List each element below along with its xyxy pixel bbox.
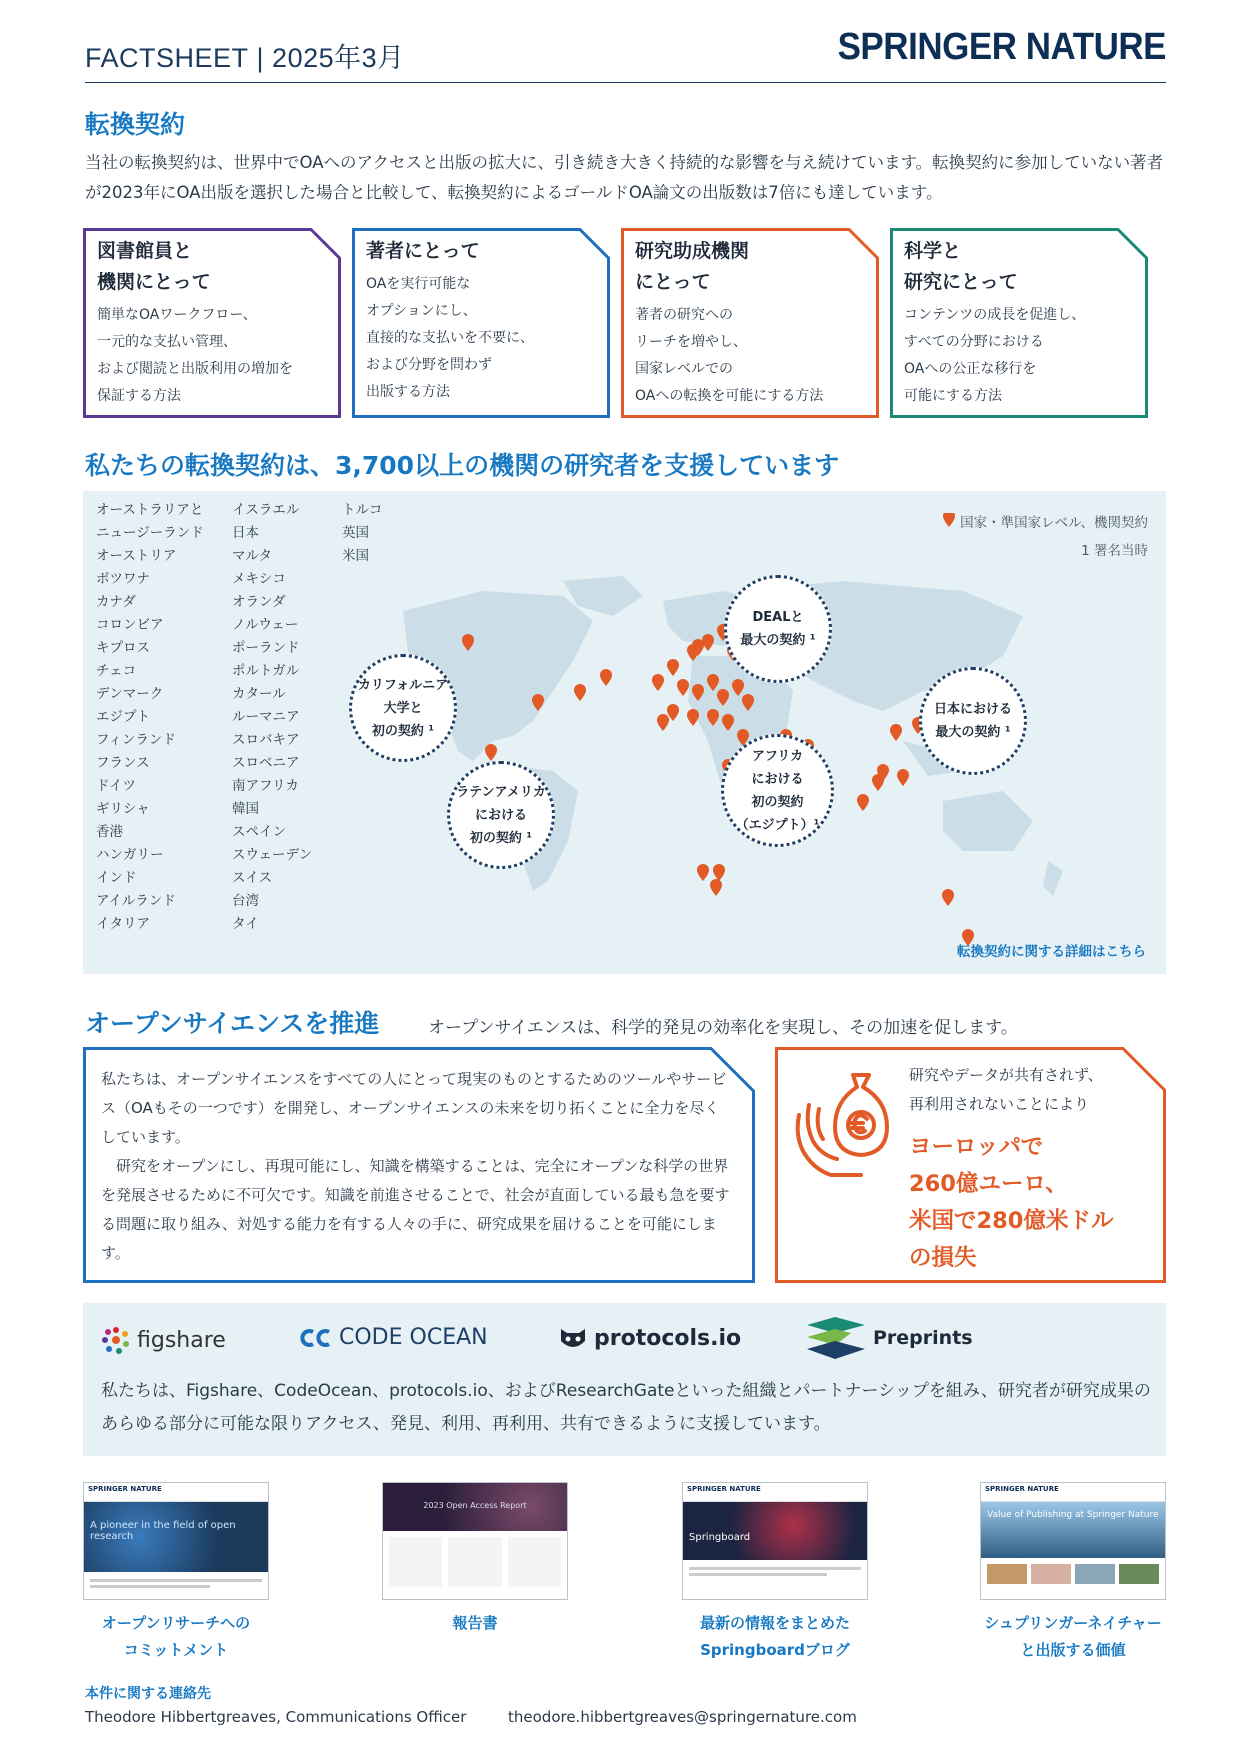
os-paragraph-2: 研究をオープンにし、再現可能にし、知識を構築することは、完全にオープンな科学の世界を発展させるために不可欠です。知識を前進させることで、社会が直面している最も急を要する問題に取り組み、対処する能力を有する人々の手に、研究成果を届けることを可能にします。: [101, 1157, 730, 1262]
country-item: 台湾: [232, 893, 259, 909]
code-ocean-logo: CODE OCEAN: [299, 1325, 488, 1350]
open-science-heading: オープンサイエンスを推進: [85, 1009, 380, 1038]
bubble-deal: DEALと 最大の契約 ¹: [724, 575, 832, 683]
thumb-hero: 2023 Open Access Report: [383, 1483, 567, 1531]
country-item: デンマーク: [96, 686, 164, 702]
bubble-california: カリフォルニア 大学と 初の契約 ¹: [349, 654, 457, 762]
country-item: アイルランド: [96, 893, 176, 909]
map-heading: 私たちの転換契約は、3,700以上の機関の研究者を支援しています: [85, 451, 840, 480]
os-paragraph-1: 私たちは、オープンサイエンスをすべての人にとって現実のものとするためのツールやサービス（OAもその一つです）を開発し、オープンサイエンスの未来を切り拓くことに全力を尽くしています。: [101, 1070, 727, 1146]
country-item: フィンランド: [96, 732, 176, 748]
springer-nature-logo: SPRINGER NATURE: [837, 26, 1166, 68]
card-science: [890, 228, 1148, 418]
country-item: 日本: [232, 525, 259, 541]
country-item: コロンビア: [96, 617, 164, 633]
card-title: 研究助成機関 にとって: [635, 240, 750, 293]
bubble-japan: 日本における 最大の契約 ¹: [919, 667, 1027, 775]
contact-name: Theodore Hibbertgreaves, Communications Officer: [85, 1708, 467, 1726]
country-item: ドイツ: [96, 778, 136, 794]
country-item: チェコ: [96, 663, 137, 679]
partners-panel: [83, 1303, 1166, 1456]
country-item: 香港: [96, 824, 123, 840]
figshare-logo: figshare: [101, 1325, 226, 1355]
header-separator: |: [256, 43, 265, 73]
country-item: オランダ: [232, 594, 286, 610]
country-item: オーストリア: [96, 548, 177, 564]
country-item: タイ: [232, 916, 259, 932]
caption-report[interactable]: 報告書: [452, 1614, 498, 1632]
preprints-icon: [805, 1315, 867, 1361]
caption-springboard[interactable]: 最新の情報をまとめた Springboardブログ: [699, 1614, 850, 1659]
card-text: OAを実行可能な オプションにし、 直接的な支払いを不要に、 および分野を問わず 出版する方法: [366, 276, 534, 400]
country-item: キプロス: [96, 640, 150, 656]
bubble-africa: アフリカ における 初の契約 （エジプト）¹: [721, 734, 834, 847]
partners-text: 私たちは、Figshare、CodeOcean、protocols.io、およびResearchGateといった組織とパートナーシップを組み、研究者が研究成果のあらゆる部分に可能な限りアクセス、発見、利用、再利用、共有できるように支援しています。: [101, 1381, 1151, 1434]
map-legend: [942, 509, 1148, 565]
country-item: 英国: [342, 525, 369, 541]
card-text: コンテンツの成長を促進し、 すべての分野における OAへの公正な移行を 可能にする方法: [904, 307, 1086, 404]
legend-label: 国家・準国家レベル、機関契約: [960, 515, 1148, 531]
header-divider: [85, 82, 1166, 83]
contact-email[interactable]: theodore.hibbertgreaves@springernature.com: [508, 1708, 857, 1726]
thumb-open-research[interactable]: [83, 1482, 269, 1600]
ta-heading: 転換契約: [85, 110, 186, 139]
country-item: ハンガリー: [96, 847, 164, 863]
card-funders: [621, 228, 879, 418]
country-item: 南アフリカ: [232, 778, 299, 794]
country-item: メキシコ: [232, 571, 286, 587]
card-text: 簡単なOAワークフロー、 一元的な支払い管理、 および閲読と出版利用の増加を 保証する方法: [97, 307, 293, 404]
legend-note: 1 署名当時: [1081, 543, 1148, 559]
card-title: 図書館員と 機関にとって: [97, 240, 211, 293]
card-title: 科学と 研究にとって: [904, 240, 1018, 293]
country-item: スロベニア: [232, 755, 300, 771]
thumb-value-publishing[interactable]: [980, 1482, 1166, 1600]
country-item: ノルウェー: [232, 617, 299, 633]
country-item: エジプト: [96, 709, 150, 725]
country-item: スロバキア: [232, 732, 300, 748]
doc-type: FACTSHEET: [85, 43, 249, 73]
money-bag-hand-icon: [791, 1065, 901, 1185]
country-item: スイス: [232, 870, 273, 886]
card-authors: [352, 228, 610, 418]
card-librarians: [83, 228, 341, 418]
thumb-hero: Springboard: [683, 1502, 867, 1560]
country-item: ボツワナ: [96, 571, 150, 587]
country-item: スペイン: [232, 824, 286, 840]
doc-date: 2025年3月: [272, 43, 405, 73]
loss-figures: ヨーロッパで 260億ユーロ、 米国で280億米ドル の損失: [909, 1134, 1114, 1271]
country-item: 米国: [342, 548, 369, 564]
country-item: オーストラリアと: [96, 502, 204, 518]
country-item: カナダ: [96, 594, 136, 610]
country-item: スウェーデン: [232, 847, 313, 863]
country-item: カタール: [232, 686, 286, 702]
protocols-io-logo: protocols.io: [558, 1325, 741, 1351]
map-pin-icon: [942, 513, 956, 529]
thumb-brand: SPRINGER NATURE: [981, 1483, 1165, 1502]
country-item: 韓国: [232, 801, 259, 817]
card-title: 著者にとって: [366, 240, 480, 262]
figshare-icon: [101, 1325, 131, 1355]
country-item: イスラエル: [232, 502, 300, 518]
contact-heading: 本件に関する連絡先: [85, 1686, 211, 1702]
thumb-brand: SPRINGER NATURE: [683, 1483, 867, 1502]
thumb-brand: SPRINGER NATURE: [84, 1483, 268, 1502]
ta-details-link[interactable]: 転換契約に関する詳細はこちら: [957, 944, 1146, 960]
caption-open-research[interactable]: オープンリサーチへの コミットメント: [101, 1614, 251, 1659]
country-item: ポーランド: [232, 640, 300, 656]
open-science-body: [101, 1065, 731, 1268]
code-ocean-icon: [299, 1328, 333, 1348]
country-item: ポルトガル: [232, 663, 300, 679]
thumb-report[interactable]: [382, 1482, 568, 1600]
world-map-panel: [83, 491, 1166, 974]
raccoon-icon: [558, 1325, 588, 1351]
ta-intro: 当社の転換契約は、世界中でOAへのアクセスと出版の拡大に、引き続き大きく持続的な影響を与え続けています。転換契約に参加していない著者が2023年にOA出版を選択した場合と比較して、転換契約によるゴールドOA論文の出版数は7倍にも達しています。: [85, 153, 1164, 202]
country-item: ニュージーランド: [96, 525, 204, 541]
thumb-springboard[interactable]: [682, 1482, 868, 1600]
open-science-box: [83, 1047, 755, 1283]
thumb-hero: A pioneer in the field of open research: [84, 1502, 268, 1572]
bubble-latin-america: ラテンアメリカ における 初の契約 ¹: [447, 761, 555, 869]
country-item: トルコ: [342, 502, 383, 518]
country-item: インド: [96, 870, 137, 886]
factsheet-header: [85, 36, 405, 75]
country-item: イタリア: [96, 916, 150, 932]
economic-loss-box: [775, 1047, 1166, 1283]
open-science-subheading: オープンサイエンスは、科学的発見の効率化を実現し、その加速を促します。: [428, 1018, 1018, 1038]
preprints-logo: Preprints: [805, 1315, 973, 1361]
card-text: 著者の研究への リーチを増やし、 国家レベルでの OAへの転換を可能にする方法: [635, 307, 824, 404]
loss-caption: 研究やデータが共有されず、 再利用されないことにより: [909, 1066, 1103, 1113]
country-item: マルタ: [232, 548, 272, 564]
country-item: ギリシャ: [96, 801, 150, 817]
country-item: ルーマニア: [232, 709, 300, 725]
caption-value-publishing[interactable]: シュプリンガーネイチャー と出版する価値: [984, 1614, 1162, 1659]
country-item: フランス: [96, 755, 150, 771]
thumb-hero: Value of Publishing at Springer Nature: [981, 1502, 1165, 1558]
